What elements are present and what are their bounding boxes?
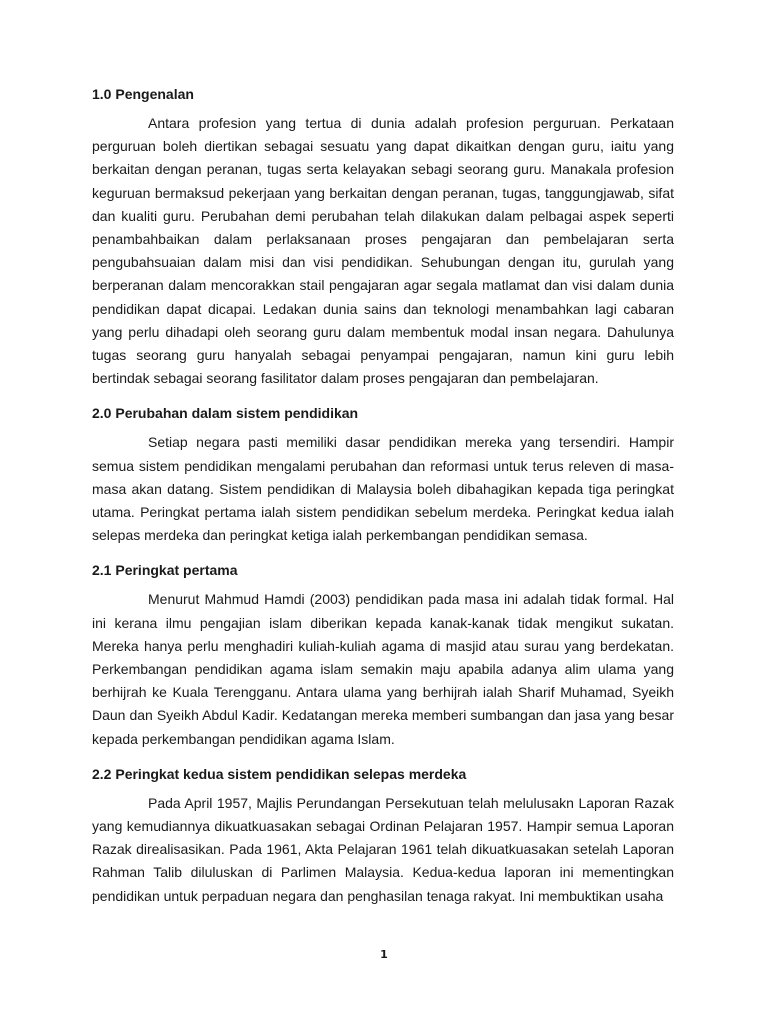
section-paragraph: Pada April 1957, Majlis Perundangan Persekutuan telah melulusakn Laporan Razak yang kemudiannya dikuatkuasakan sebagai Ordinan Pelajaran 1957. Hampir semua Laporan Razak direalisasikan. Pada 1961, Akta Pelajaran 1961 telah dikuatkuasakan setelah Laporan Rahman Talib diluluskan di Parlimen Malaysia. Kedua-kedua laporan ini mementingkan pendidikan untuk perpaduan negara dan penghasilan tenaga rakyat. Ini membuktikan usaha <box>92 794 674 904</box>
section-paragraph: Menurut Mahmud Hamdi (2003) pendidikan pada masa ini adalah tidak formal. Hal ini kerana ilmu pengajian islam diberikan kepada kanak-kanak tidak mengikut sukatan. Mereka hanya perlu menghadiri kuliah-kuliah agama di masjid atau surau yang berdekatan. Perkembangan pendidikan agama islam semakin maju apabila adanya alim ulama yang berhijrah ke Kuala Terengganu. Antara ulama yang berhijrah ialah Sharif Muhamad, Syeikh Daun dan Syeikh Abdul Kadir. Kedatangan mereka memberi sumbangan dan jasa yang besar kepada perkembangan pendidikan agama Islam. <box>92 591 674 747</box>
section-paragraph: Setiap negara pasti memiliki dasar pendidikan mereka yang tersendiri. Hampir semua sistem pendidikan mengalami perubahan dan reformasi untuk terus releven di masa-masa akan datang. Sistem pendidikan di Malaysia boleh dibahagikan kepada tiga peringkat utama. Peringkat pertama ialah sistem pendidikan sebelum merdeka. Peringkat kedua ialah selepas merdeka dan peringkat ketiga ialah perkembangan pendidikan semasa. <box>92 434 674 544</box>
section-perubahan <box>92 403 674 547</box>
document-page <box>92 84 674 921</box>
page-number: 1 <box>380 948 388 961</box>
section-pengenalan <box>92 84 674 390</box>
section-heading: 2.0 Perubahan dalam sistem pendidikan <box>92 405 359 422</box>
section-heading: 1.0 Pengenalan <box>92 86 194 102</box>
section-heading: 2.1 Peringkat pertama <box>92 562 238 579</box>
section-paragraph: Antara profesion yang tertua di dunia adalah profesion perguruan. Perkataan perguruan boleh diertikan sebagai sesuatu yang dapat dikaitkan dengan guru, iaitu yang berkaitan dengan peranan, tugas serta kelayakan sebagi seorang guru. Manakala profesion keguruan bermaksud pekerjaan yang berkaitan dengan peranan, tugas, tanggungjawab, sifat dan kualiti guru. Perubahan demi perubahan telah dilakukan dalam pelbagai aspek seperti penambahbaikan dalam perlaksanaan proses pengajaran dan pembelajaran serta pengubahsuaian dalam misi dan visi pendidikan. Sehubungan dengan itu, gurulah yang berperanan dalam mencorakkan stail pengajaran agar segala matlamat dan visi dalam dunia pendidikan dapat dicapai. Ledakan dunia sains dan teknologi menambahkan lagi cabaran yang perlu dihadapi oleh seorang guru dalam membentuk modal insan negara. Dahulunya tugas seorang guru hanyalah sebagai penyampai pengajaran, namun kini guru lebih bertindak sebagai seorang fasilitator dalam proses pengajaran dan pembelajaran. <box>92 115 674 387</box>
section-peringkat-pertama <box>92 560 674 750</box>
section-heading: 2.2 Peringkat kedua sistem pendidikan selepas merdeka <box>92 765 467 782</box>
section-peringkat-kedua <box>92 764 674 908</box>
